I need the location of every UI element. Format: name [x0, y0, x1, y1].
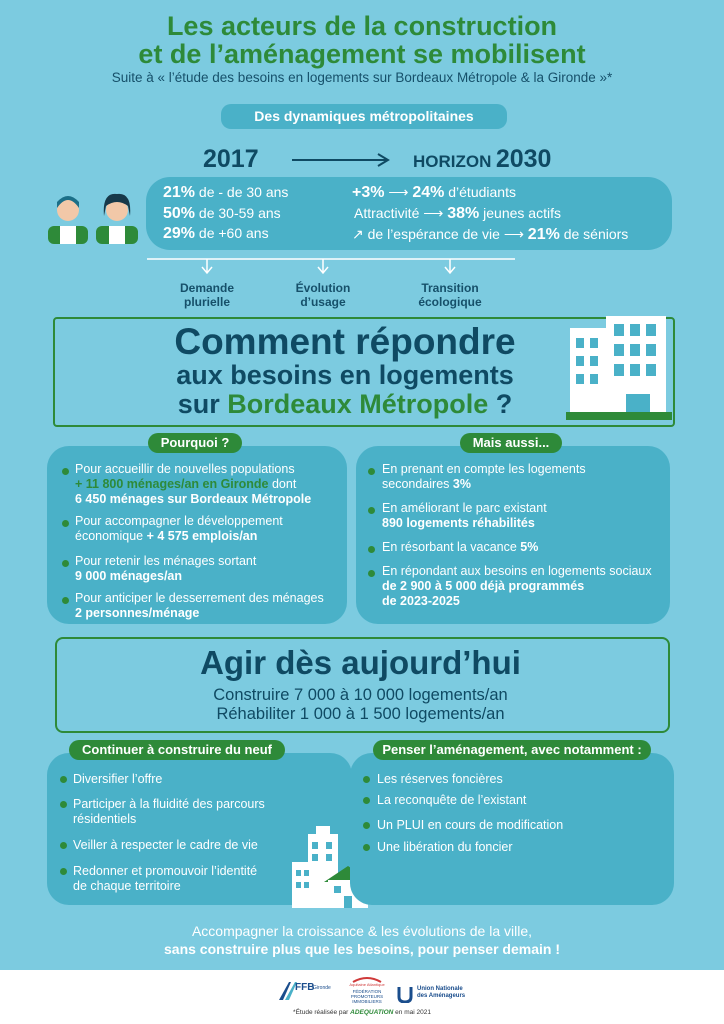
- main-title-line1: Les acteurs de la construction: [166, 11, 558, 41]
- fpi-logo-text: FÉDÉRATION PROMOTEURS IMMOBILIERS: [350, 989, 384, 1004]
- construire-item-3: Veiller à respecter le cadre de vie: [73, 838, 258, 852]
- fpi-logo: [345, 975, 389, 1011]
- una-logo: [397, 984, 477, 1006]
- horizon: [413, 145, 551, 174]
- pourquoi-item-4: Pour anticiper le desserrement des ménages 2 personnes/ménage: [75, 591, 324, 620]
- flow-transition: Transition écologique: [418, 281, 482, 309]
- amenagement-item-3: Un PLUI en cours de modification: [377, 818, 564, 832]
- conclusion-line1: Accompagner la croissance & les évolutions de la ville,: [191, 923, 533, 939]
- pourquoi-item-2: Pour accompagner le développement économique + 4 575 emplois/an: [75, 514, 283, 543]
- ffb-logo-text: FFB: [295, 982, 315, 993]
- pourquoi-label: Pourquoi ?: [148, 433, 242, 453]
- pourquoi-item-1: Pour accueillir de nouvelles populations + 11 800 ménages/an en Gironde dont 6 450 ménages sur Bordeaux Métropole: [75, 462, 312, 506]
- bullet-dot: [60, 776, 67, 783]
- pourquoi-item-3: Pour retenir les ménages sortant 9 000 ménages/an: [75, 554, 257, 583]
- flow-lines: [145, 256, 525, 278]
- ffb-logo: [279, 980, 335, 1004]
- question-line2: aux besoins en logements: [176, 360, 514, 390]
- stat-right-3: ↗ de l’espérance de vie ⟶ 21% de séniors: [352, 226, 629, 243]
- bullet-dot: [62, 520, 69, 527]
- mais-aussi-item-1: En prenant en compte les logements secondaires 3%: [382, 462, 586, 491]
- construire-label: Continuer à construire du neuf: [69, 740, 285, 760]
- question-line1: Comment répondre: [174, 321, 516, 362]
- dynamics-label: Des dynamiques métropolitaines: [221, 104, 507, 129]
- question-highlight: Bordeaux Métropole: [227, 389, 489, 419]
- arrow-right-icon: ⟶: [423, 205, 444, 221]
- construire-item-2: Participer à la fluidité des parcours résidentiels: [73, 797, 265, 826]
- main-title: [0, 12, 724, 68]
- bullet-dot: [60, 842, 67, 849]
- building-icon: [566, 314, 672, 422]
- stat-left-3: 29% de +60 ans: [163, 225, 269, 242]
- timeline-arrow-icon: [290, 151, 395, 169]
- conclusion-line2: sans construire plus que les besoins, pour penser demain !: [164, 941, 560, 957]
- main-title-line2: et de l’aménagement se mobilisent: [138, 39, 586, 69]
- year-start: 2017: [203, 145, 259, 173]
- amenagement-item-1: Les réserves foncières: [377, 772, 503, 786]
- amenagement-label: Penser l’aménagement, avec notamment :: [373, 740, 651, 760]
- people-icon: [46, 190, 142, 244]
- horizon-label: HORIZON: [413, 152, 492, 171]
- footer-note: *Étude réalisée par ADEQUATION en mai 2021: [293, 1009, 431, 1016]
- una-logo-text: Union Nationale des Aménageurs: [417, 986, 466, 999]
- bullet-dot: [368, 507, 375, 514]
- bullet-dot: [62, 597, 69, 604]
- amenagement-item-4: Une libération du foncier: [377, 840, 513, 854]
- bullet-dot: [363, 844, 370, 851]
- year-end: 2030: [495, 145, 552, 173]
- una-logo-icon: [397, 985, 413, 1003]
- bullet-dot: [62, 468, 69, 475]
- bullet-dot: [368, 570, 375, 577]
- stat-left-2: 50% de 30-59 ans: [163, 205, 281, 222]
- flow-demande: Demande plurielle: [179, 281, 235, 309]
- flow-evolution: Évolution d’usage: [295, 281, 351, 309]
- adequation-brand: ADEQUATION: [350, 1009, 394, 1016]
- arrow-right-icon: ⟶: [388, 184, 409, 200]
- fpi-logo-top: Aquitaine Atlantique: [349, 982, 385, 987]
- subtitle: Suite à « l’étude des besoins en logements sur Bordeaux Métropole & la Gironde »*: [111, 70, 613, 85]
- stat-right-2: Attractivité ⟶ 38% jeunes actifs: [354, 205, 561, 222]
- construire-item-1: Diversifier l’offre: [73, 772, 163, 786]
- bullet-dot: [363, 797, 370, 804]
- bullet-dot: [60, 868, 67, 875]
- agir-title: Agir dès aujourd’hui: [200, 644, 521, 681]
- arrow-up-right-icon: ↗: [352, 226, 364, 242]
- bullet-dot: [368, 468, 375, 475]
- mais-aussi-item-4: En répondant aux besoins en logements sociaux de 2 900 à 5 000 déjà programmés de 2023-2025: [382, 564, 652, 608]
- bullet-dot: [363, 822, 370, 829]
- mais-aussi-item-2: En améliorant le parc existant 890 logements réhabilités: [382, 501, 547, 530]
- amenagement-item-2: La reconquête de l’existant: [377, 793, 527, 807]
- question-line3: sur Bordeaux Métropole ?: [177, 389, 513, 419]
- arrow-right-icon: ⟶: [503, 226, 524, 242]
- ffb-logo-sub: Gironde: [313, 985, 331, 991]
- bullet-dot: [368, 546, 375, 553]
- mais-aussi-label: Mais aussi...: [460, 433, 562, 453]
- mais-aussi-item-3: En résorbant la vacance 5%: [382, 540, 539, 554]
- stat-right-1: +3% ⟶ 24% d’étudiants: [352, 184, 516, 201]
- agir-line2: Réhabiliter 1 000 à 1 500 logements/an: [216, 705, 505, 723]
- agir-line1: Construire 7 000 à 10 000 logements/an: [213, 686, 508, 704]
- stat-left-1: 21% de - de 30 ans: [163, 184, 289, 201]
- bullet-dot: [60, 801, 67, 808]
- bullet-dot: [363, 776, 370, 783]
- bullet-dot: [62, 560, 69, 567]
- construire-item-4: Redonner et promouvoir l’identité de chaque territoire: [73, 864, 258, 893]
